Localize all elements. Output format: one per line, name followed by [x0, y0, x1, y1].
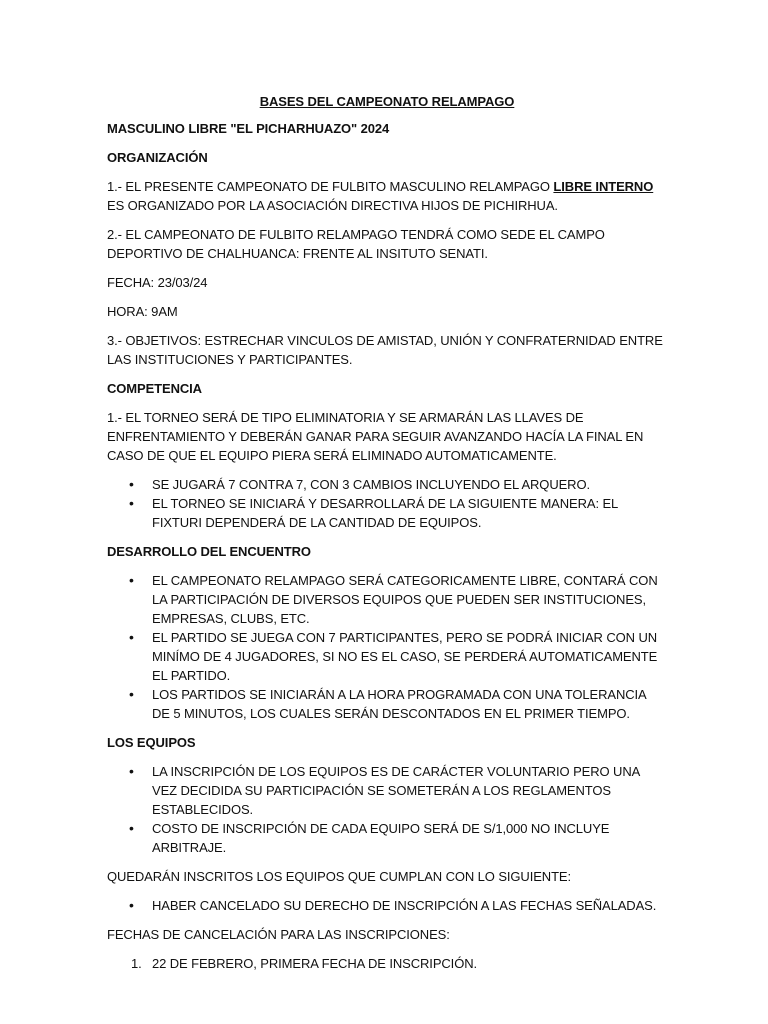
section-heading-competencia: COMPETENCIA: [107, 381, 202, 396]
paragraph-quedaran-inscritos: QUEDARÁN INSCRITOS LOS EQUIPOS QUE CUMPLAN CON LO SIGUIENTE:: [107, 869, 572, 884]
competencia-bullet-list: [107, 475, 667, 532]
paragraph-competencia-1: 1.- EL TORNEO SERÁ DE TIPO ELIMINATORIA Y SE ARMARÁN LAS LLAVES DE ENFRENTAMIENTO Y DEBERÁN GANAR PARA SEGUIR AVANZANDO HACÍA LA FINAL EN CASO DE QUE EL EQUIPO PIERA SERÁ ELIMINADO AUTOMATICAMENTE.: [107, 410, 644, 463]
list-item-number: 1.: [131, 956, 142, 971]
section-heading-organizacion: ORGANIZACIÓN: [107, 150, 208, 165]
equipos-bullet-list: [107, 762, 667, 857]
document-body: [107, 92, 667, 983]
list-item: • COSTO DE INSCRIPCIÓN DE CADA EQUIPO SERÁ DE S/1,000 NO INCLUYE ARBITRAJE.: [107, 819, 667, 857]
paragraph-objetivos: 3.- OBJETIVOS: ESTRECHAR VINCULOS DE AMISTAD, UNIÓN Y CONFRATERNIDAD ENTRE LAS INSTITUCIONES Y PARTICIPANTES.: [107, 333, 663, 367]
list-item: • EL TORNEO SE INICIARÁ Y DESARROLLARÁ DE LA SIGUIENTE MANERA: EL FIXTURI DEPENDERÁ DE LA CANTIDAD DE EQUIPOS.: [107, 494, 667, 532]
list-item: [107, 954, 667, 973]
paragraph-organizacion-1-end: ES ORGANIZADO POR LA ASOCIACIÓN DIRECTIVA HIJOS DE PICHIRHUA.: [107, 198, 558, 213]
paragraph-organizacion-2: 2.- EL CAMPEONATO DE FULBITO RELAMPAGO TENDRÁ COMO SEDE EL CAMPO DEPORTIVO DE CHALHUANCA: FRENTE AL INSITUTO SENATI.: [107, 227, 605, 261]
paragraph-organizacion-1: [107, 177, 667, 215]
fecha-line: FECHA: 23/03/24: [107, 275, 208, 290]
paragraph-fechas-cancelacion: FECHAS DE CANCELACIÓN PARA LAS INSCRIPCIONES:: [107, 927, 450, 942]
fechas-numbered-list: [107, 954, 667, 973]
list-item: • LA INSCRIPCIÓN DE LOS EQUIPOS ES DE CARÁCTER VOLUNTARIO PERO UNA VEZ DECIDIDA SU PARTICIPACIÓN SE SOMETERÁN A LOS REGLAMENTOS ESTABLECIDOS.: [107, 762, 667, 819]
section-heading-equipos: LOS EQUIPOS: [107, 735, 196, 750]
requisito-bullet-list: [107, 896, 667, 915]
list-item: • EL PARTIDO SE JUEGA CON 7 PARTICIPANTES, PERO SE PODRÁ INICIAR CON UN MINÍMO DE 4 JUGADORES, SI NO ES EL CASO, SE PERDERÁ AUTOMATICAMENTE EL PARTIDO.: [107, 628, 667, 685]
hora-line: HORA: 9AM: [107, 304, 178, 319]
document-title: BASES DEL CAMPEONATO RELAMPAGO: [259, 94, 515, 109]
list-item: • SE JUGARÁ 7 CONTRA 7, CON 3 CAMBIOS INCLUYENDO EL ARQUERO.: [107, 475, 667, 494]
paragraph-organizacion-1-start: 1.- EL PRESENTE CAMPEONATO DE FULBITO MASCULINO RELAMPAGO: [107, 179, 554, 194]
section-heading-desarrollo: DESARROLLO DEL ENCUENTRO: [107, 544, 311, 559]
list-item: • LOS PARTIDOS SE INICIARÁN A LA HORA PROGRAMADA CON UNA TOLERANCIA DE 5 MINUTOS, LOS CUALES SERÁN DESCONTADOS EN EL PRIMER TIEMPO.: [107, 685, 667, 723]
document-subtitle: MASCULINO LIBRE "EL PICHARHUAZO" 2024: [107, 121, 390, 136]
list-item: • HABER CANCELADO SU DERECHO DE INSCRIPCIÓN A LAS FECHAS SEÑALADAS.: [107, 896, 667, 915]
list-item: • EL CAMPEONATO RELAMPAGO SERÁ CATEGORICAMENTE LIBRE, CONTARÁ CON LA PARTICIPACIÓN DE DIVERSOS EQUIPOS QUE PUEDEN SER INSTITUCIONES, EMPRESAS, CLUBS, ETC.: [107, 571, 667, 628]
libre-interno-emphasis: LIBRE INTERNO: [553, 179, 654, 194]
desarrollo-bullet-list: [107, 571, 667, 723]
list-item-text: 22 DE FEBRERO, PRIMERA FECHA DE INSCRIPCIÓN.: [152, 956, 477, 971]
